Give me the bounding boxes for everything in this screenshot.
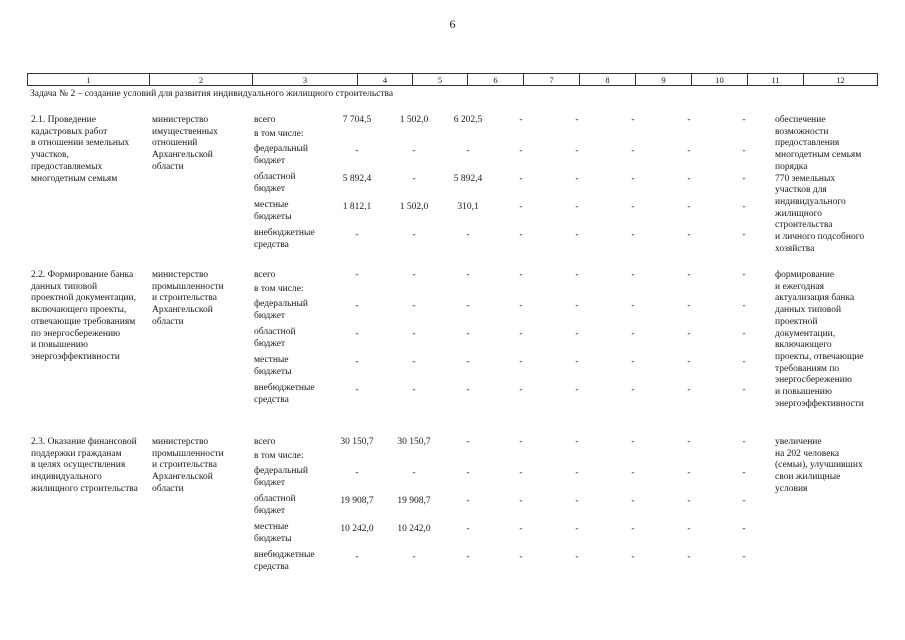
row-label-fed: федеральный (254, 466, 308, 476)
executor-line: Архангельской (152, 305, 213, 316)
header-col-8: 8 (580, 74, 636, 86)
executor-line: промышленности (152, 281, 224, 292)
dash-cell: - (687, 524, 691, 534)
dash-cell: - (687, 270, 691, 280)
dash-cell: - (575, 524, 579, 534)
value-cell: 10 242,0 (340, 524, 374, 534)
executor-line: министерство (152, 115, 209, 125)
dash-cell: - (742, 270, 746, 280)
expected-result-line: энергосбережению (775, 375, 852, 386)
dash-cell: - (575, 357, 579, 367)
row-label-extra: средства (254, 561, 289, 572)
dash-cell: - (631, 524, 635, 534)
dash-cell: - (631, 552, 635, 562)
dash-cell: - (519, 115, 523, 125)
dash-cell: - (466, 357, 470, 367)
dash-cell: - (466, 496, 470, 506)
expected-result-line: возможности (775, 126, 829, 137)
measure-title-line: многодетным семьям (31, 173, 118, 184)
row-label-incl: в том числе: (254, 451, 304, 461)
dash-cell: - (519, 357, 523, 367)
row-label-incl: в том числе: (254, 129, 304, 139)
row-label-obl: бюджет (254, 338, 286, 349)
executor-line: промышленности (152, 448, 224, 459)
dash-cell: - (355, 230, 359, 240)
dash-cell: - (742, 230, 746, 240)
dash-cell: - (575, 437, 579, 447)
measure-title-line: индивидуального (31, 472, 102, 483)
header-col-1: 1 (28, 74, 150, 86)
dash-cell: - (687, 552, 691, 562)
expected-result-line: документации, (775, 328, 836, 339)
dash-cell: - (742, 496, 746, 506)
row-label-fed: бюджет (254, 155, 286, 166)
executor-line: и строительства (152, 460, 217, 471)
row-label-obl: областной (254, 327, 296, 337)
executor-line: области (152, 161, 184, 172)
dash-cell: - (412, 301, 416, 311)
measure-title-line: предоставляемых (31, 161, 103, 172)
dash-cell: - (519, 301, 523, 311)
row-label-fed: федеральный (254, 299, 308, 309)
dash-cell: - (575, 174, 579, 184)
dash-cell: - (575, 552, 579, 562)
expected-result-line: порядка (775, 161, 808, 172)
row-label-obl: бюджет (254, 183, 286, 194)
dash-cell: - (687, 202, 691, 212)
expected-result-line: и личного подсобного (775, 232, 865, 242)
header-col-9: 9 (636, 74, 692, 86)
dash-cell: - (631, 146, 635, 156)
dash-cell: - (466, 385, 470, 395)
row-label-incl: в том числе: (254, 284, 304, 294)
expected-result-line: свои жилищные (775, 472, 841, 483)
dash-cell: - (742, 437, 746, 447)
value-cell: 1 502,0 (399, 202, 429, 212)
value-cell: 6 202,5 (453, 115, 483, 125)
dash-cell: - (519, 146, 523, 156)
header-col-10: 10 (692, 74, 748, 86)
dash-cell: - (575, 115, 579, 125)
expected-result-line: на 202 человека (775, 448, 840, 459)
row-label-extra: внебюджетные (254, 383, 315, 393)
row-label-obl: бюджет (254, 505, 286, 516)
value-cell: 1 812,1 (342, 202, 372, 212)
row-label-extra: средства (254, 394, 289, 405)
dash-cell: - (687, 496, 691, 506)
expected-result-line: проектной (775, 316, 818, 327)
dash-cell: - (742, 524, 746, 534)
value-cell: 19 908,7 (397, 496, 431, 506)
executor-line: отношений (152, 138, 198, 149)
dash-cell: - (355, 146, 359, 156)
measure-title-line: 2.1. Проведение (31, 115, 96, 125)
measure-title-line: 2.2. Формирование банка (31, 270, 134, 280)
dash-cell: - (519, 230, 523, 240)
dash-cell: - (575, 270, 579, 280)
expected-result-line: хозяйства (775, 243, 815, 254)
dash-cell: - (466, 524, 470, 534)
dash-cell: - (631, 357, 635, 367)
dash-cell: - (742, 385, 746, 395)
dash-cell: - (575, 468, 579, 478)
dash-cell: - (519, 552, 523, 562)
dash-cell: - (631, 468, 635, 478)
expected-result-line: участков для (775, 185, 827, 196)
dash-cell: - (687, 174, 691, 184)
dash-cell: - (742, 115, 746, 125)
dash-cell: - (631, 437, 635, 447)
executor-line: Архангельской (152, 472, 213, 483)
dash-cell: - (519, 437, 523, 447)
executor-line: и строительства (152, 293, 217, 304)
value-cell: 30 150,7 (340, 437, 374, 447)
expected-result-line: актуализация банка (775, 293, 855, 304)
row-label-local: бюджеты (254, 533, 292, 544)
dash-cell: - (412, 174, 416, 184)
row-label-local: бюджеты (254, 211, 292, 222)
dash-cell: - (355, 357, 359, 367)
dash-cell: - (631, 329, 635, 339)
dash-cell: - (687, 301, 691, 311)
dash-cell: - (412, 329, 416, 339)
value-cell: 7 704,5 (342, 115, 372, 125)
row-label-local: местные (254, 522, 289, 532)
dash-cell: - (631, 496, 635, 506)
value-cell: 19 908,7 (340, 496, 374, 506)
expected-result-line: формирование (775, 270, 835, 280)
dash-cell: - (687, 230, 691, 240)
measure-title-line: участков, (31, 150, 69, 161)
dash-cell: - (412, 357, 416, 367)
row-label-total: всего (254, 115, 276, 125)
dash-cell: - (519, 496, 523, 506)
expected-result-line: условия (775, 483, 808, 494)
measure-title-line: жилищного строительства (31, 483, 138, 494)
dash-cell: - (575, 202, 579, 212)
header-col-3: 3 (253, 74, 358, 86)
dash-cell: - (466, 552, 470, 562)
expected-result-line: проекты, отвечающие (775, 351, 864, 362)
row-label-extra: средства (254, 239, 289, 250)
dash-cell: - (466, 329, 470, 339)
dash-cell: - (631, 174, 635, 184)
dash-cell: - (466, 230, 470, 240)
measure-title-line: в целях осуществления (31, 460, 126, 471)
expected-result-line: обеспечение (775, 115, 826, 125)
row-label-fed: бюджет (254, 477, 286, 488)
expected-result-line: и повышению (775, 387, 832, 397)
dash-cell: - (466, 146, 470, 156)
executor-line: имущественных (152, 126, 218, 137)
row-label-obl: областной (254, 494, 296, 504)
dash-cell: - (355, 301, 359, 311)
dash-cell: - (412, 270, 416, 280)
dash-cell: - (412, 385, 416, 395)
value-cell: 10 242,0 (397, 524, 431, 534)
dash-cell: - (355, 329, 359, 339)
value-cell: 5 892,4 (342, 174, 372, 184)
executor-line: области (152, 483, 184, 494)
measure-title-line: отвечающие требованиям (31, 316, 136, 327)
dash-cell: - (687, 357, 691, 367)
expected-result-line: жилищного (775, 208, 823, 219)
dash-cell: - (575, 385, 579, 395)
row-label-extra: внебюджетные (254, 550, 315, 560)
dash-cell: - (575, 230, 579, 240)
dash-cell: - (412, 468, 416, 478)
header-col-12: 12 (804, 74, 878, 86)
expected-result-line: строительства (775, 220, 833, 231)
page-number: 6 (449, 17, 456, 31)
measure-title-line: энергоэффективности (31, 351, 120, 362)
dash-cell: - (687, 146, 691, 156)
dash-cell: - (742, 301, 746, 311)
dash-cell: - (631, 202, 635, 212)
value-cell: 5 892,4 (453, 174, 483, 184)
executor-line: Архангельской (152, 150, 213, 161)
dash-cell: - (687, 385, 691, 395)
dash-cell: - (742, 174, 746, 184)
dash-cell: - (519, 270, 523, 280)
expected-result-line: требованиям по (775, 363, 840, 374)
table-header (27, 73, 878, 86)
dash-cell: - (412, 230, 416, 240)
header-col-2: 2 (150, 74, 253, 86)
value-cell: 1 502,0 (399, 115, 429, 125)
dash-cell: - (575, 329, 579, 339)
value-cell: 310,1 (457, 202, 479, 212)
dash-cell: - (742, 468, 746, 478)
dash-cell: - (466, 301, 470, 311)
header-col-11: 11 (748, 74, 804, 86)
measure-title-line: данных типовой (31, 281, 98, 292)
expected-result-line: включающего (775, 340, 832, 351)
dash-cell: - (355, 270, 359, 280)
measure-title-line: по энергосбережению (31, 328, 121, 339)
dash-cell: - (631, 301, 635, 311)
dash-cell: - (355, 385, 359, 395)
dash-cell: - (412, 146, 416, 156)
measure-title-line: в отношении земельных (31, 138, 130, 149)
dash-cell: - (519, 524, 523, 534)
expected-result-line: данных типовой (775, 305, 842, 316)
expected-result-line: (семьи), улучшивших (775, 460, 863, 471)
row-label-extra: внебюджетные (254, 228, 315, 238)
executor-line: области (152, 316, 184, 327)
executor-line: министерство (152, 437, 209, 447)
measure-title-line: поддержки гражданам (31, 448, 122, 459)
measure-title-line: кадастровых работ (31, 126, 108, 137)
task-title: Задача № 2 – создание условий для развития индивидуального жилищного строительства (30, 89, 394, 99)
row-label-local: местные (254, 200, 289, 210)
dash-cell: - (631, 385, 635, 395)
expected-result-line: и ежегодная (775, 281, 824, 292)
dash-cell: - (687, 329, 691, 339)
dash-cell: - (412, 552, 416, 562)
dash-cell: - (519, 202, 523, 212)
dash-cell: - (742, 329, 746, 339)
row-label-local: местные (254, 355, 289, 365)
value-cell: 30 150,7 (397, 437, 431, 447)
row-label-fed: федеральный (254, 144, 308, 154)
row-label-total: всего (254, 270, 276, 280)
dash-cell: - (519, 329, 523, 339)
expected-result-line: 770 земельных (775, 173, 836, 184)
measure-title-line: включающего проекты, (31, 305, 127, 316)
dash-cell: - (687, 468, 691, 478)
header-col-6: 6 (468, 74, 524, 86)
row-label-total: всего (254, 437, 276, 447)
dash-cell: - (519, 385, 523, 395)
dash-cell: - (466, 437, 470, 447)
header-col-7: 7 (524, 74, 580, 86)
dash-cell: - (466, 468, 470, 478)
expected-result-line: энергоэффективности (775, 398, 864, 409)
executor-line: министерство (152, 270, 209, 280)
dash-cell: - (742, 202, 746, 212)
dash-cell: - (631, 115, 635, 125)
row-label-fed: бюджет (254, 310, 286, 321)
measure-title-line: 2.3. Оказание финансовой (31, 437, 137, 447)
row-label-local: бюджеты (254, 366, 292, 377)
dash-cell: - (742, 357, 746, 367)
dash-cell: - (519, 468, 523, 478)
dash-cell: - (519, 174, 523, 184)
expected-result-line: увеличение (775, 437, 822, 447)
dash-cell: - (687, 115, 691, 125)
dash-cell: - (742, 552, 746, 562)
dash-cell: - (631, 270, 635, 280)
header-col-5: 5 (413, 74, 468, 86)
dash-cell: - (631, 230, 635, 240)
dash-cell: - (742, 146, 746, 156)
dash-cell: - (687, 437, 691, 447)
dash-cell: - (575, 496, 579, 506)
dash-cell: - (575, 146, 579, 156)
row-label-obl: областной (254, 172, 296, 182)
expected-result-line: предоставления (775, 138, 840, 149)
header-col-4: 4 (358, 74, 413, 86)
expected-result-line: индивидуального (775, 196, 846, 207)
dash-cell: - (466, 270, 470, 280)
dash-cell: - (355, 468, 359, 478)
dash-cell: - (575, 301, 579, 311)
measure-title-line: и повышению (31, 340, 88, 351)
dash-cell: - (355, 552, 359, 562)
measure-title-line: проектной документации, (31, 293, 136, 304)
expected-result-line: многодетным семьям (775, 150, 862, 161)
